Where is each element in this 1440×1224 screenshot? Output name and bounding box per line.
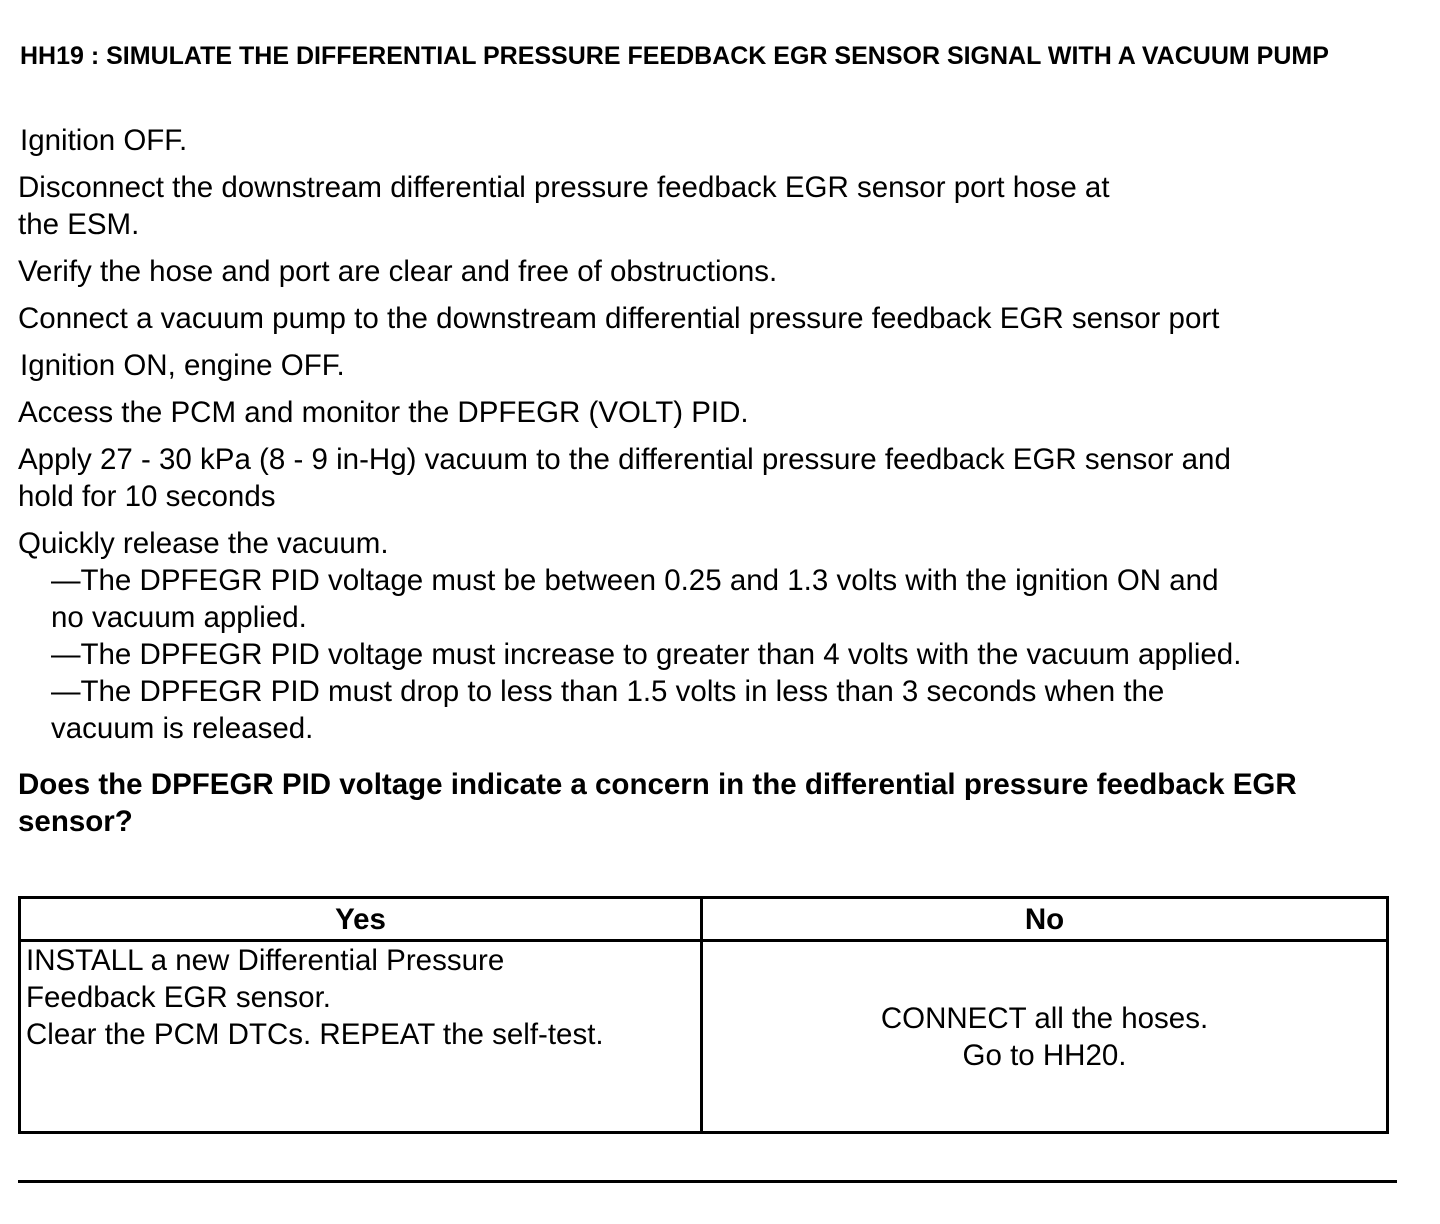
criteria-line-2: no vacuum applied.	[51, 601, 307, 634]
yes-action-line-2: Feedback EGR sensor.	[26, 981, 331, 1014]
step-connect-vacuum-pump: Connect a vacuum pump to the downstream differential pressure feedback EGR sensor port	[18, 302, 1220, 335]
no-action-line-1: CONNECT all the hoses.	[880, 1001, 1209, 1035]
step-disconnect-hose	[18, 169, 1418, 243]
step-ignition-off: Ignition OFF.	[20, 124, 188, 157]
step-release-vacuum-line: Quickly release the vacuum.	[18, 527, 389, 560]
decision-question: Does the DPFEGR PID voltage indicate a concern in the differential pressure feedback EGR sensor?	[18, 768, 1297, 838]
voltage-criteria-list	[18, 562, 1418, 747]
step-apply-vacuum-line-1: Apply 27 - 30 kPa (8 - 9 in-Hg) vacuum to the differential pressure feedback EGR sensor and	[18, 443, 1231, 476]
yes-header: Yes	[20, 898, 702, 941]
step-disconnect-hose-line-2: the ESM.	[18, 208, 140, 241]
criteria-line-3: —The DPFEGR PID voltage must increase to greater than 4 volts with the vacuum applied.	[51, 638, 1242, 671]
bottom-divider	[18, 1180, 1397, 1183]
yes-action-line-3: Clear the PCM DTCs. REPEAT the self-test.	[26, 1018, 604, 1051]
no-action-cell	[702, 941, 1388, 1133]
step-apply-vacuum-line-2: hold for 10 seconds	[18, 480, 276, 513]
step-verify-hose: Verify the hose and port are clear and free of obstructions.	[18, 255, 778, 288]
step-apply-vacuum	[18, 441, 1418, 515]
step-disconnect-hose-line-1: Disconnect the downstream differential pressure feedback EGR sensor port hose at	[18, 171, 1110, 204]
yes-action-cell	[20, 941, 702, 1133]
step-release-vacuum	[18, 525, 1418, 747]
step-ignition-on: Ignition ON, engine OFF.	[20, 349, 345, 382]
no-header: No	[702, 898, 1388, 941]
procedure-heading: HH19 : SIMULATE THE DIFFERENTIAL PRESSURE FEEDBACK EGR SENSOR SIGNAL WITH A VACUUM PUMP	[20, 42, 1329, 70]
procedure-steps	[18, 122, 1418, 757]
criteria-line-5: vacuum is released.	[51, 712, 314, 745]
yes-action-line-1: INSTALL a new Differential Pressure	[26, 944, 505, 977]
criteria-line-4: —The DPFEGR PID must drop to less than 1.5 volts in less than 3 seconds when the	[51, 675, 1165, 708]
criteria-line-1: —The DPFEGR PID voltage must be between 0.25 and 1.3 volts with the ignition ON and	[51, 564, 1219, 597]
decision-table	[18, 896, 1389, 1134]
decision-action-row	[20, 941, 1388, 1133]
step-access-pcm: Access the PCM and monitor the DPFEGR (VOLT) PID.	[18, 396, 749, 429]
no-action-line-2: Go to HH20.	[962, 1038, 1127, 1072]
decision-header-row	[20, 898, 1388, 941]
